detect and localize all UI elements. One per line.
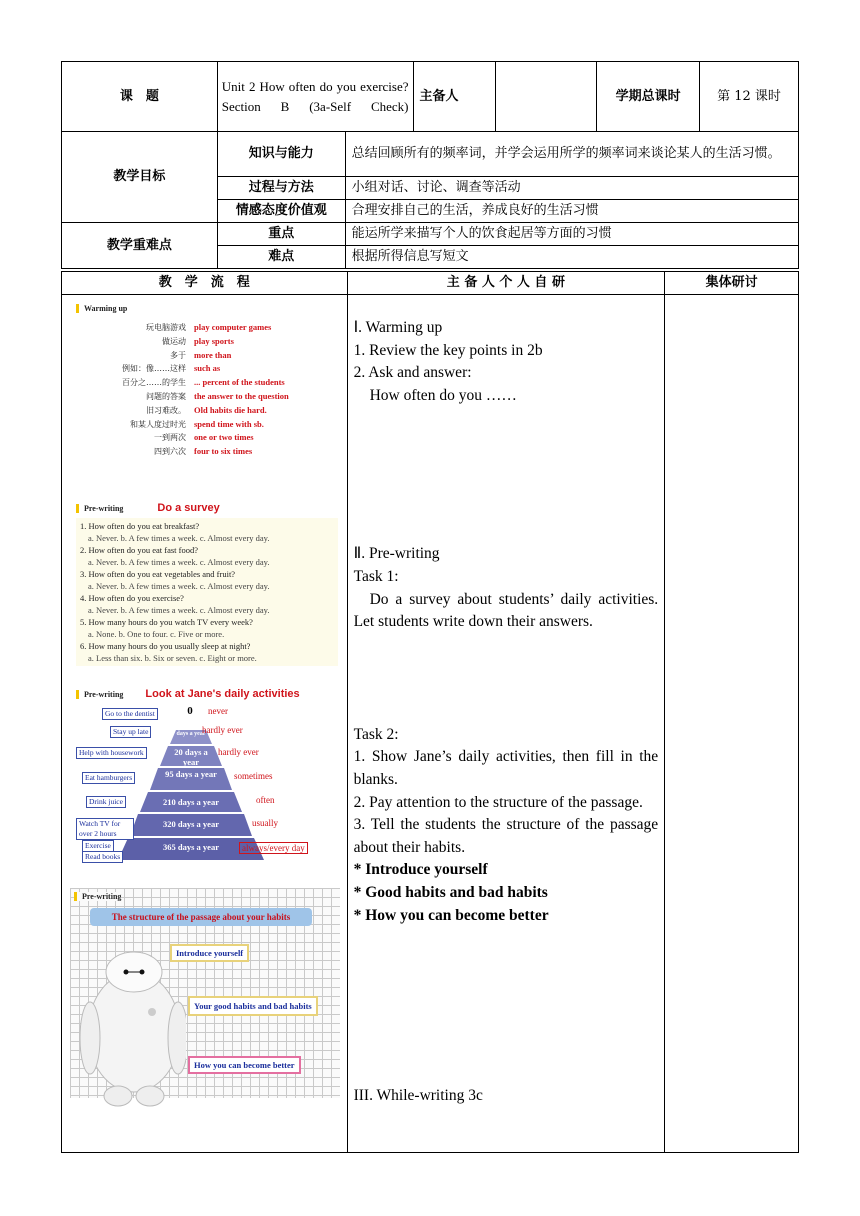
survey-options: a. Less than six. b. Six or seven. c. Eight or more. — [88, 653, 257, 663]
vocab-item: 旧习难改。 Old habits die hard. — [146, 404, 267, 415]
pyramid-level: days a year — [176, 731, 206, 737]
emotion-text: 合理安排自己的生活，养成良好的生活习惯 — [345, 200, 798, 223]
task-2-label: Task 2: — [353, 725, 399, 743]
frequency-word: never — [208, 706, 228, 716]
activity-label: Stay up late — [110, 726, 151, 738]
lesson-header-table — [61, 61, 799, 269]
vocab-item: 玩电脑游戏 play computer games — [146, 322, 272, 332]
self-study-cell — [347, 295, 665, 1153]
discussion-col-header: 集体研讨 — [665, 272, 799, 295]
warming-step-2: 2. Ask and answer: — [353, 364, 472, 382]
structure-box: How you can become better — [188, 1056, 301, 1074]
frequency-word: hardly ever — [202, 725, 243, 735]
discussion-cell — [665, 295, 799, 1153]
structure-point-3: * How you can become better — [353, 906, 549, 924]
vocab-item: 百分之……的学生 ... percent of the students — [122, 377, 285, 388]
survey-question: 5. How many hours do you watch TV every week? — [80, 617, 253, 627]
survey-options: a. None. b. One to four. c. Five or more. — [88, 629, 225, 639]
pyramid-level: 210 days a year — [163, 797, 219, 807]
activity-label: Drink juice — [86, 796, 126, 808]
structure-box: Introduce yourself — [170, 944, 249, 962]
pyramid-level: 20 days a year — [174, 747, 208, 767]
survey-question: 2. How often do you eat fast food? — [80, 545, 199, 555]
objectives-label: 教学目标 — [62, 132, 218, 223]
lesson-number: 第 12 课时 — [700, 62, 799, 132]
structure-point-1: * Introduce yourself — [353, 861, 488, 879]
vocab-item: 问题的答案 the answer to the question — [146, 390, 289, 401]
frequency-word: always/every day — [239, 842, 308, 854]
structure-banner: The structure of the passage about your habits — [90, 908, 312, 926]
frequency-word: hardly ever — [218, 747, 259, 757]
slide-subtitle: Look at Jane's daily activities — [145, 688, 300, 700]
flow-col-header: 教 学 流 程 — [62, 272, 348, 295]
self-study-col-header: 主 备 人 个 人 自 研 — [347, 272, 665, 295]
survey-question: 6. How many hours do you usually sleep at night? — [80, 641, 251, 651]
emotion-label: 情感态度价值观 — [217, 200, 345, 223]
term-hours-label: 学期总课时 — [597, 62, 700, 132]
difficult-label: 难点 — [217, 246, 345, 269]
preparer-value — [496, 62, 597, 132]
vocab-item: 例如：像……这样 such as — [122, 363, 221, 374]
slide-title: Warming up — [76, 304, 336, 313]
survey-options: a. Never. b. A few times a week. c. Almost every day. — [88, 581, 270, 591]
task-1-text: Do a survey about students’ daily activities. Let students write down their answers. — [353, 590, 659, 631]
slide-title: Pre-writing — [74, 892, 121, 901]
difficult-text: 根据所得信息写短文 — [345, 246, 798, 269]
course-label: 课 题 — [62, 62, 218, 132]
slide-subtitle: Do a survey — [157, 502, 220, 514]
structure-box: Your good habits and bad habits — [188, 996, 318, 1016]
vocab-item: 多于 more than — [170, 349, 232, 360]
task-2-step-1: 1. Show Jane’s daily activities, then fill in the blanks. — [353, 748, 659, 788]
slide-title: Pre-writing — [76, 690, 123, 699]
while-writing-heading: III. While-writing 3c — [353, 1087, 483, 1105]
survey-question: 3. How often do you eat vegetables and fruit? — [80, 569, 236, 579]
pyramid-level: 0 — [187, 705, 193, 717]
structure-point-2: * Good habits and bad habits — [353, 883, 548, 901]
vocab-item: 做运动 play sports — [162, 335, 234, 346]
pyramid-level: 320 days a year — [163, 819, 219, 829]
key-label: 重点 — [217, 223, 345, 246]
process-label: 过程与方法 — [217, 177, 345, 200]
frequency-word: often — [256, 795, 275, 805]
warming-step-1: 1. Review the key points in 2b — [353, 341, 543, 359]
survey-options: a. Never. b. A few times a week. c. Almost every day. — [88, 605, 270, 615]
survey-questions — [76, 518, 338, 666]
task-1-label: Task 1: — [353, 567, 399, 585]
structure-slide — [70, 888, 340, 1098]
knowledge-label: 知识与能力 — [217, 132, 345, 177]
survey-options: a. Never. b. A few times a week. c. Almost every day. — [88, 533, 270, 543]
vocab-item: 一到两次 one or two times — [154, 432, 254, 443]
survey-question: 1. How often do you eat breakfast? — [80, 521, 200, 531]
pyramid-level: 365 days a year — [163, 842, 219, 852]
key-text: 能运所学来描写个人的饮食起居等方面的习惯 — [345, 223, 798, 246]
slide-title: Pre-writing — [76, 504, 123, 513]
activity-label: Help with housework — [76, 747, 147, 759]
vocab-list — [76, 321, 336, 459]
activity-label: Go to the dentist — [102, 708, 158, 720]
preparer-label: 主备人 — [413, 62, 496, 132]
task-2-step-2: 2. Pay attention to the structure of the passage. — [353, 793, 643, 811]
vocab-item: 四到六次 four to six times — [154, 446, 253, 457]
activity-label: Read books — [82, 851, 123, 863]
activity-label: Eat hamburgers — [82, 772, 135, 784]
warming-question: How often do you …… — [369, 386, 517, 404]
pre-writing-heading: Ⅱ. Pre-writing — [353, 545, 440, 563]
pyramid-level: 95 days a year — [165, 769, 217, 779]
warming-up-slide — [76, 304, 336, 464]
survey-options: a. Never. b. A few times a week. c. Almost every day. — [88, 557, 270, 567]
knowledge-text: 总结回顾所有的频率词，并学会运用所学的频率词来谈论某人的生活习惯。 — [345, 132, 798, 177]
frequency-word: sometimes — [234, 771, 273, 781]
keypoints-label: 教学重难点 — [62, 223, 218, 269]
survey-slide — [76, 502, 338, 670]
vocab-item: 和某人度过时光 spend time with sb. — [130, 418, 264, 429]
warming-up-heading: Ⅰ. Warming up — [353, 319, 443, 336]
activity-label: Watch TV for over 2 hours — [76, 818, 134, 840]
survey-question: 4. How often do you exercise? — [80, 593, 184, 603]
task-2-step-3: 3. Tell the students the structure of the passage about their habits. — [353, 816, 659, 856]
unit-title: Unit 2 How often do you exercise? Section B (3a-Self Check) — [217, 62, 413, 132]
frequency-word: usually — [252, 818, 278, 828]
activity-label: Exercise — [82, 840, 114, 852]
process-text: 小组对话、讨论、调查等活动 — [345, 177, 798, 200]
jane-activities-slide — [76, 688, 338, 864]
